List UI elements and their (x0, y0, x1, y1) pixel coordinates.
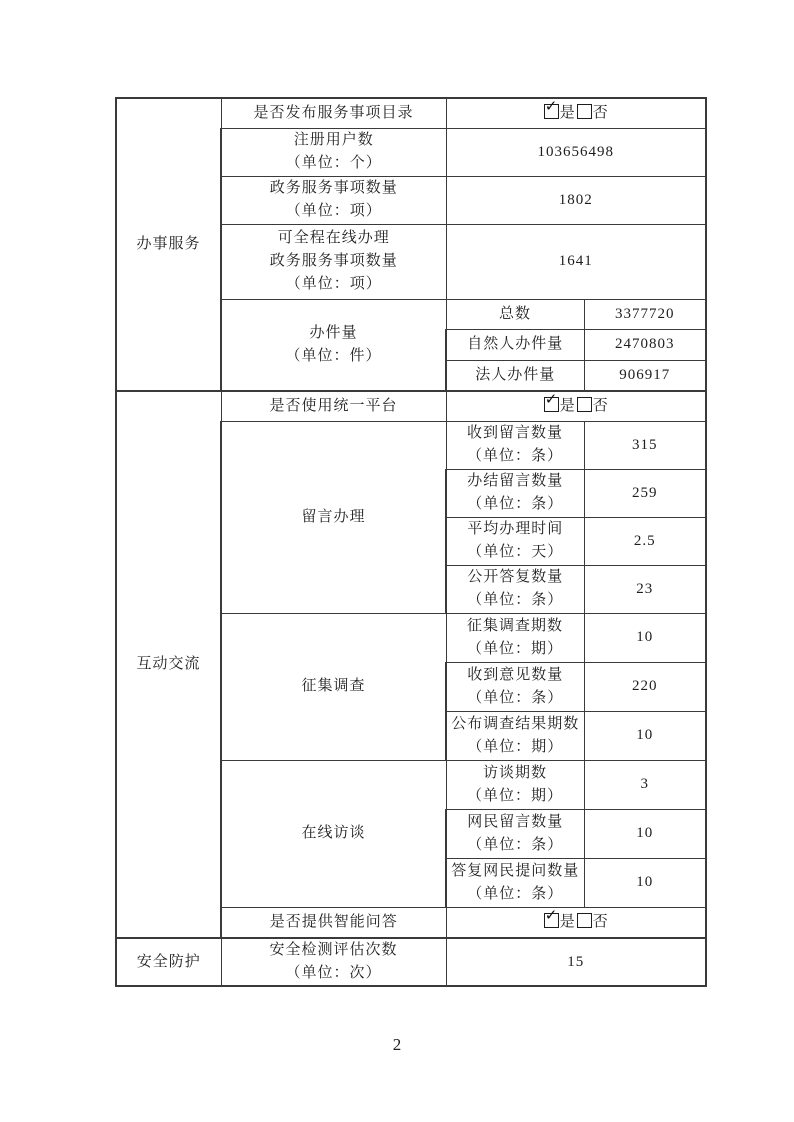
label-interviews-messages: 网民留言数量 （单位：条） (446, 809, 584, 858)
label-surveys-group: 征集调查 (221, 613, 446, 760)
value-messages-received: 315 (584, 421, 706, 469)
value-interviews-messages: 10 (584, 809, 706, 858)
report-table (115, 97, 707, 987)
value-messages-public-replies: 23 (584, 565, 706, 613)
yes-label: 是 (559, 913, 576, 930)
label-surveys-opinions: 收到意见数量 （单位：条） (446, 662, 584, 711)
label-service-items: 政务服务事项数量 （单位：项） (221, 176, 446, 224)
yes-label: 是 (559, 397, 576, 414)
label-service-catalog: 是否发布服务事项目录 (221, 98, 446, 128)
unit-cases: （单位：件） (285, 347, 382, 364)
checkbox-unchecked-icon (577, 397, 592, 412)
value-surveys-opinions: 220 (584, 662, 706, 711)
value-messages-avg-time: 2.5 (584, 517, 706, 565)
value-online-items: 1641 (446, 224, 706, 299)
label-unified-platform: 是否使用统一平台 (221, 391, 446, 421)
label-interviews-replies: 答复网民提问数量 （单位：条） (446, 858, 584, 907)
label-messages-avg-time: 平均办理时间 （单位：天） (446, 517, 584, 565)
label-messages-public-replies: 公开答复数量 （单位：条） (446, 565, 584, 613)
label-smart-qa: 是否提供智能问答 (221, 907, 446, 938)
checkbox-unchecked-icon (577, 104, 592, 119)
label-interviews-group: 在线访谈 (221, 760, 446, 907)
label-security-assessment: 安全检测评估次数 （单位：次） (221, 938, 446, 986)
unit-online-items: （单位：项） (285, 276, 382, 292)
label-cases-natural: 自然人办件量 (446, 329, 584, 360)
label-registered-users: 注册用户数 （单位：个） (221, 128, 446, 176)
label-surveys-results: 公布调查结果期数 （单位：期） (446, 711, 584, 760)
unit-service-items: （单位：项） (285, 203, 382, 219)
value-security-assessment: 15 (446, 938, 706, 986)
value-registered-users: 103656498 (446, 128, 706, 176)
value-unified-platform (446, 391, 706, 421)
value-interviews-periods: 3 (584, 760, 706, 809)
value-messages-resolved: 259 (584, 469, 706, 517)
unit-registered-users: （单位：个） (285, 155, 382, 171)
label-messages-received: 收到留言数量 （单位：条） (446, 421, 584, 469)
label-messages-group: 留言办理 (221, 421, 446, 613)
category-interaction: 互动交流 (116, 391, 221, 938)
category-service: 办事服务 (116, 98, 221, 391)
yes-label: 是 (559, 104, 576, 121)
no-label: 否 (592, 104, 609, 121)
category-security: 安全防护 (116, 938, 221, 986)
value-surveys-periods: 10 (584, 613, 706, 662)
label-cases: 办件量 （单位：件） (221, 299, 446, 391)
page-number: 2 (392, 1035, 402, 1054)
value-service-catalog (446, 98, 706, 128)
value-interviews-replies: 10 (584, 858, 706, 907)
checkbox-checked-icon: ✓ (544, 104, 559, 119)
checkbox-checked-icon: ✓ (544, 913, 559, 928)
no-label: 否 (592, 913, 609, 930)
checkbox-checked-icon: ✓ (544, 397, 559, 412)
label-interviews-periods: 访谈期数 （单位：期） (446, 760, 584, 809)
value-cases-natural: 2470803 (584, 329, 706, 360)
no-label: 否 (592, 397, 609, 414)
value-cases-legal: 906917 (584, 360, 706, 391)
label-cases-legal: 法人办件量 (446, 360, 584, 391)
label-surveys-periods: 征集调查期数 （单位：期） (446, 613, 584, 662)
value-surveys-results: 10 (584, 711, 706, 760)
label-cases-total: 总数 (446, 299, 584, 329)
checkbox-unchecked-icon (577, 913, 592, 928)
value-cases-total: 3377720 (584, 299, 706, 329)
label-online-items: 可全程在线办理 政务服务事项数量 （单位：项） (221, 224, 446, 299)
value-smart-qa (446, 907, 706, 938)
label-messages-resolved: 办结留言数量 （单位：条） (446, 469, 584, 517)
value-service-items: 1802 (446, 176, 706, 224)
